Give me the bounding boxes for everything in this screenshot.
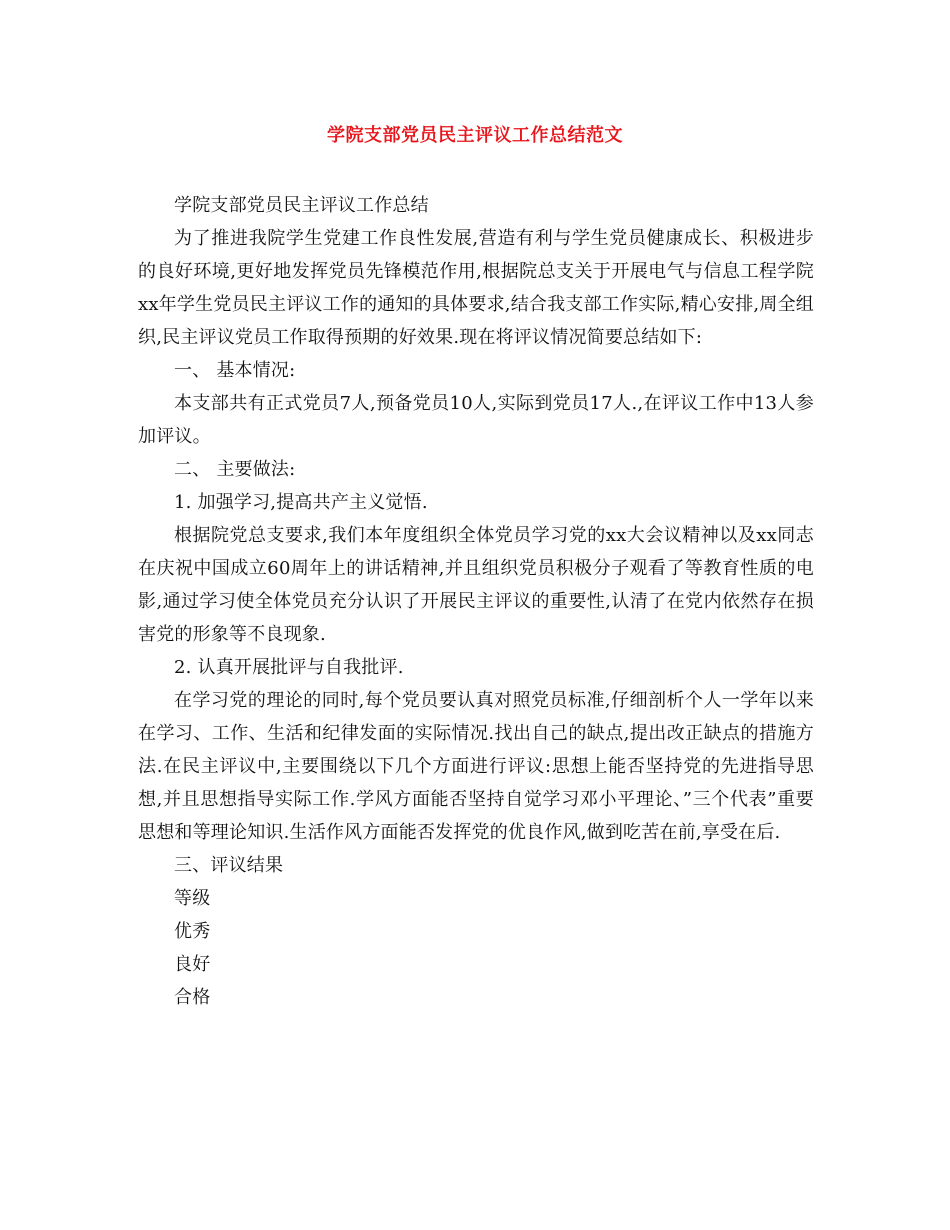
subtitle-paragraph: 学院支部党员民主评议工作总结 (174, 195, 429, 216)
result-grade-pass: 合格 (174, 987, 211, 1008)
method-2-heading: 2. 认真开展批评与自我批评. (174, 657, 404, 678)
document-title: 学院支部党员民主评议工作总结范文 (327, 125, 623, 146)
result-grade-header: 等级 (174, 888, 211, 909)
method-1-heading: 1. 加强学习,提高共产主义觉悟. (174, 492, 428, 513)
section-heading-basic: 一、 基本情况: (174, 360, 296, 381)
basic-info-paragraph: 本支部共有正式党员7人,预备党员10人,实际到党员17人.,在评议工作中13人参加评议。 (138, 393, 814, 447)
intro-paragraph: 为了推进我院学生党建工作良性发展,营造有利与学生党员健康成长、积极进步的良好环境,更好地发挥党员先锋模范作用,根据院总支关于开展电气与信息工程学院xx年学生党员民主评议工作的通知的具体要求,结合我支部工作实际,精心安排,周全组织,民主评议党员工作取得预期的好效果.现在将评议情况简要总结如下: (138, 228, 814, 348)
method-2-paragraph: 在学习党的理论的同时,每个党员要认真对照党员标准,仔细剖析个人一学年以来在学习、工作、生活和纪律发面的实际情况.找出自己的缺点,提出改正缺点的措施方法.在民主评议中,主要围绕以下几个方面进行评议:思想上能否坚持党的先进指导思想,并且思想指导实际工作.学风方面能否坚持自觉学习邓小平理论、”三个代表”重要思想和等理论知识.生活作风方面能否发挥党的优良作风,做到吃苦在前,享受在后. (138, 690, 814, 843)
document-body (138, 189, 814, 1014)
section-heading-methods: 二、 主要做法: (174, 459, 296, 480)
method-1-paragraph: 根据院党总支要求,我们本年度组织全体党员学习党的xx大会议精神以及xx同志在庆祝中国成立60周年上的讲话精神,并且组织党员积极分子观看了等教育性质的电影,通过学习使全体党员充分认识了开展民主评议的重要性,认清了在党内依然存在损害党的形象等不良现象. (138, 525, 814, 645)
result-grade-good: 良好 (174, 954, 211, 975)
result-grade-excellent: 优秀 (174, 921, 211, 942)
section-heading-results: 三、评议结果 (174, 855, 284, 876)
